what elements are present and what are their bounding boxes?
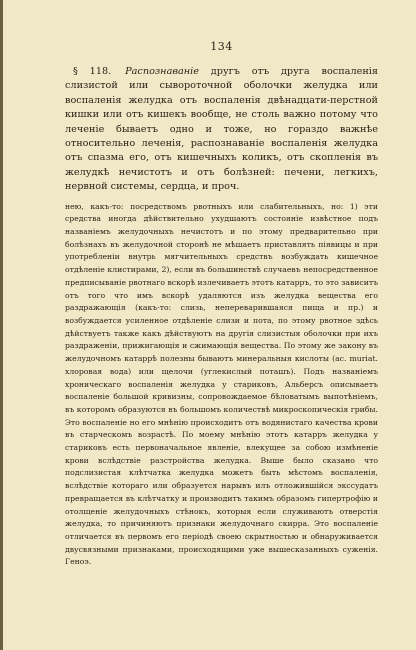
footnote-text: нею, какъ-то: посредствомъ рвотныхъ или слабительныхъ, но: 1) эти средства иногда дѣйствительно ухудшаютъ состояніе извѣстное подъ названіемъ желудочныхъ нечистотъ и по этому предварительно при болѣзнахъ въ желудочной сторонѣ не мѣшаетъ приставлять піявицы и при употребленіи внутрь мягчительныхъ средствъ возбуждать кишечное отдѣленіе клистирами, 2), если въ большинствѣ случаевъ непосредственное предписываніе рвотнаго вскорѣ излечиваетъ этотъ катарръ, то это зависитъ отъ того что имъ вскорѣ удаляются изъ желудка вещества его раздражающія (какъ-то: слизь, непереварившаяся пища и пр.) и возбуждается усиленное отдѣленіе слизи и пота, по этому рвотное здѣсь дѣйствуетъ также какъ дѣйствуютъ на другія слизистыя оболочки при ихъ раздраженіи, прижигающія и сжимающія вещества. По этому же закону въ желудочномъ катаррѣ полезны бываютъ минеральныя кислоты (ac. muriat. хлоровая вода) или щелочи (углекислый поташъ). Подъ названіемъ хроническаго воспаленія желудка у стариковъ, Альберсъ описываетъ воспаленіе большой кривизны, сопровождаемое бѣловатымъ выпотѣніемъ, въ которомъ образуются въ большомъ количествѣ микроскопическія грибы. Это воспаленіе но его мнѣнію происходитъ отъ водянистаго качества крови въ старческомъ возрастѣ. По моему мнѣнію этотъ катарръ желудка у стариковъ есть первоначальное явленіе, влекущее за собою измѣненіе крови вслѣдствіе разстройства желудка. Выше было сказано что подслизистая клѣтчатка желудка можетъ быть мѣстомъ воспаленія, вслѣдствіе котораго или образуется нарывъ илъ отложившійся экссудатъ превращается въ клѣтчатку и производитъ такимъ образомъ гипертрофію и отолщеніе желудочныхъ стѣнокъ, которыя если служиваютъ отверстія желудка, то причиняютъ признаки желудочнаго скирра. Это воспаленіе отличается въ первомъ его періодѣ своею скрытностью и обнаруживается двусвязными признаками, происходящими уже вышесказанныхъ суженія. Геноэ. [65, 201, 378, 567]
section-heading: Распознаваніе [125, 66, 199, 77]
section-number: § 118. [73, 66, 112, 77]
footnote-block [65, 201, 378, 569]
page-number: 134 [210, 40, 233, 53]
section-paragraph [65, 65, 378, 195]
section-text: другъ отъ друга воспаленія слизистой или сывороточной оболочки желудка или воспаленія желудка отъ воспаленія двѣнадцати-перстной кишки или отъ кишекъ вообще, не столь важно потому что леченіе бываетъ одно и тоже, но гораздо важнѣе относительно леченія, распознаваніе воспаленія желудка отъ спазма его, отъ кишечныхъ коликъ, отъ скопленія въ желудкѣ нечистотъ и отъ болѣзней: печени, легкихъ, нервной системы, сердца, и проч. [65, 66, 378, 193]
